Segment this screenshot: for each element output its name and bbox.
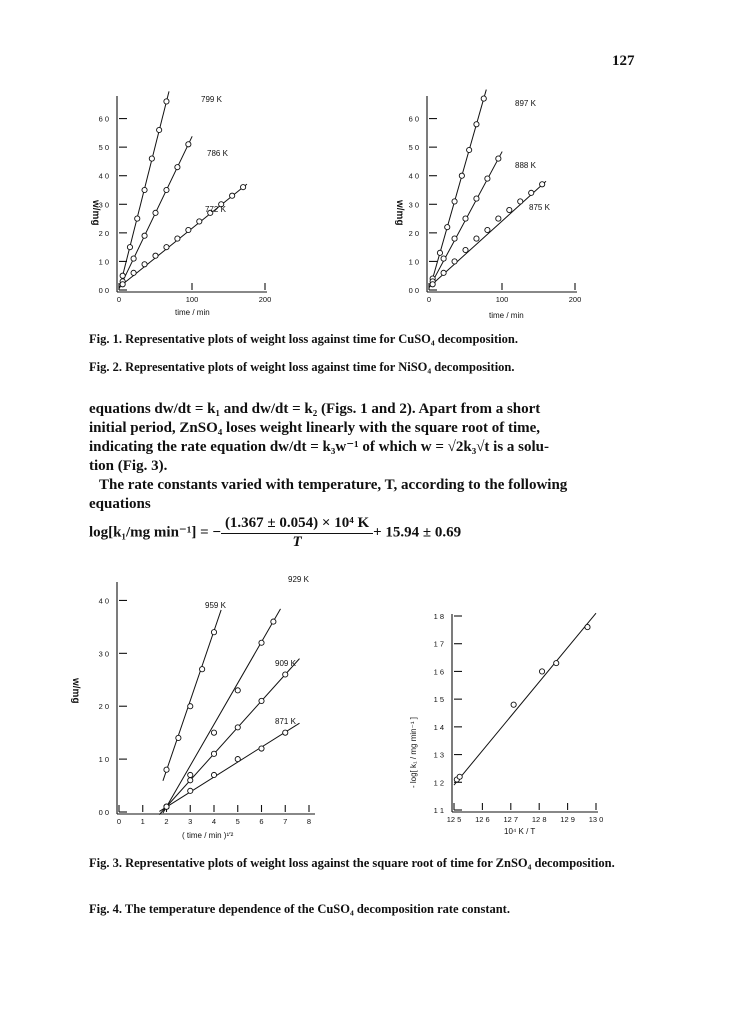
fig1-data-point bbox=[186, 142, 191, 147]
fig1-data-point bbox=[230, 193, 235, 198]
fig3-ytick-label: 0 0 bbox=[98, 808, 109, 817]
fig2-data-point bbox=[485, 176, 490, 181]
fig2-ytick-label: 6 0 bbox=[408, 114, 419, 124]
fig2-chart bbox=[365, 82, 605, 327]
fig4-chart bbox=[400, 598, 620, 848]
fig1-data-point bbox=[149, 156, 154, 161]
equation-numerator: (1.367 ± 0.054) × 10⁴ K bbox=[221, 515, 373, 534]
fig4-caption: Fig. 4. The temperature dependence of the CuSO₄ decomposition rate constant. bbox=[89, 902, 510, 916]
fig4-xtick-label: 12 9 bbox=[560, 815, 575, 824]
fig3-ytick-label: 3 0 bbox=[98, 649, 109, 659]
fig3-label-959: 959 K bbox=[205, 601, 226, 610]
fig2-data-point bbox=[430, 282, 435, 287]
fig2-series-line-0 bbox=[430, 90, 486, 287]
fig4-xtick-label: 12 5 bbox=[446, 815, 462, 824]
equation-rhs: + 15.94 ± 0.69 bbox=[373, 524, 462, 541]
fig4-xtick-label: 12 6 bbox=[475, 815, 490, 824]
fig2-xlabel: time / min bbox=[489, 311, 524, 320]
fig1-ytick-label: 3 0 bbox=[98, 200, 109, 210]
fig4-ylabel: - log[ k₁ / mg min⁻¹ ] bbox=[409, 717, 418, 788]
fig1-data-point bbox=[157, 127, 162, 132]
fig2-data-point bbox=[507, 207, 512, 212]
fig2-xtick-label: 200 bbox=[568, 295, 582, 304]
page-number: 127 bbox=[612, 53, 635, 69]
fig1-data-point bbox=[153, 253, 158, 258]
fig2-data-point bbox=[441, 256, 446, 261]
fig1-chart bbox=[55, 82, 295, 327]
fig1-data-point bbox=[120, 282, 125, 287]
fig4-fit-line bbox=[454, 613, 596, 785]
fig3-xtick-label: 5 bbox=[235, 817, 240, 826]
fig3-ytick-label: 1 0 bbox=[98, 755, 109, 765]
fig1-series-line-2 bbox=[119, 184, 247, 287]
fig3-xtick-label: 1 bbox=[140, 817, 145, 826]
fig4-xtick-label: 12 8 bbox=[531, 815, 547, 824]
fig1-data-point bbox=[153, 210, 158, 215]
fig2-data-point bbox=[467, 147, 472, 152]
fig3-chart bbox=[55, 568, 345, 843]
fig1-ytick-label: 0 0 bbox=[98, 286, 109, 295]
fig3-label-871: 871 K bbox=[275, 717, 296, 726]
fig3-data-point bbox=[259, 746, 264, 751]
fig3-data-point bbox=[164, 767, 169, 772]
fig1-data-point bbox=[164, 245, 169, 250]
fig4-ytick-label: 1 1 bbox=[433, 806, 444, 815]
body-paragraph-2b bbox=[89, 495, 651, 514]
fig2-data-point bbox=[485, 227, 490, 232]
fig2-ytick-label: 2 0 bbox=[408, 228, 419, 238]
fig2-data-point bbox=[529, 190, 534, 195]
fig3-xtick-label: 7 bbox=[283, 817, 288, 826]
fig3-data-point bbox=[188, 704, 193, 709]
fig2-xtick-label: 0 bbox=[426, 295, 432, 304]
fig1-data-point bbox=[131, 256, 136, 261]
fig4-ytick-label: 1 3 bbox=[433, 750, 444, 760]
fig2-xtick-label: 100 bbox=[495, 295, 509, 304]
fig3-data-point bbox=[259, 640, 264, 645]
fig3-data-point bbox=[188, 788, 193, 793]
fig1-data-point bbox=[142, 233, 147, 238]
fig2-data-point bbox=[437, 250, 442, 255]
fig2-data-point bbox=[459, 173, 464, 178]
fig3-data-point bbox=[200, 667, 205, 672]
fig1-ytick-label: 6 0 bbox=[98, 114, 109, 124]
fig2-data-point bbox=[518, 199, 523, 204]
fig2-data-point bbox=[496, 156, 501, 161]
fig1-xtick-label: 200 bbox=[258, 295, 272, 304]
fig1-data-point bbox=[186, 227, 191, 232]
equation-lhs: log[k₁/mg min⁻¹] = − bbox=[89, 524, 221, 541]
fig1-data-point bbox=[175, 165, 180, 170]
fig2-data-point bbox=[452, 236, 457, 241]
body-paragraph-1 bbox=[89, 400, 651, 476]
fig4-data-point bbox=[539, 669, 544, 674]
fig3-xlabel: ( time / min )¹′² bbox=[182, 831, 234, 840]
para1-line3: indicating the rate equation dw/dt = k₃w⁻¹ of which w = √2k₃√t is a solu- bbox=[89, 439, 550, 455]
fig2-ytick-label: 4 0 bbox=[408, 171, 419, 181]
fig3-ylabel: w/mg bbox=[70, 678, 81, 704]
fig2-label-897: 897 K bbox=[515, 99, 536, 108]
fig1-caption: Fig. 1. Representative plots of weight loss against time for CuSO₄ decomposition. bbox=[89, 332, 518, 346]
fig2-data-point bbox=[463, 247, 468, 252]
fig3-xtick-label: 8 bbox=[306, 817, 312, 826]
fig3-series-line-1 bbox=[163, 609, 281, 813]
fig3-ytick-label: 4 0 bbox=[98, 596, 109, 606]
equation-fraction bbox=[221, 515, 373, 551]
body-paragraph-2 bbox=[89, 476, 651, 495]
fig2-data-point bbox=[452, 199, 457, 204]
fig2-data-point bbox=[540, 182, 545, 187]
fig1-data-point bbox=[175, 236, 180, 241]
fig1-ytick-label: 4 0 bbox=[98, 171, 109, 181]
para1-line4: tion (Fig. 3). bbox=[89, 458, 168, 474]
fig2-data-point bbox=[474, 122, 479, 127]
fig4-xtick-label: 13 0 bbox=[588, 815, 604, 824]
fig3-xtick-label: 4 bbox=[211, 817, 217, 826]
fig1-data-point bbox=[142, 187, 147, 192]
fig1-ytick-label: 2 0 bbox=[98, 228, 109, 238]
fig2-ytick-label: 3 0 bbox=[408, 200, 419, 210]
fig3-data-point bbox=[235, 688, 240, 693]
fig1-data-point bbox=[120, 273, 125, 278]
fig2-data-point bbox=[441, 270, 446, 275]
fig2-data-point bbox=[481, 96, 486, 101]
para2-line2: equations bbox=[89, 496, 151, 512]
fig3-data-point bbox=[211, 751, 216, 756]
rate-equation bbox=[89, 515, 461, 551]
fig2-data-point bbox=[496, 216, 501, 221]
fig4-data-point bbox=[585, 624, 590, 629]
fig1-ytick-label: 5 0 bbox=[98, 143, 109, 153]
fig1-xtick-label: 0 bbox=[116, 295, 122, 304]
fig3-xtick-label: 6 bbox=[259, 817, 264, 826]
fig2-ytick-label: 0 0 bbox=[408, 286, 419, 295]
fig4-ytick-label: 1 8 bbox=[433, 612, 444, 621]
fig3-label-909: 909 K bbox=[275, 659, 296, 668]
fig2-data-point bbox=[474, 236, 479, 241]
fig4-data-point bbox=[511, 702, 516, 707]
fig4-xlabel: 10⁴ K / T bbox=[504, 827, 536, 836]
fig3-data-point bbox=[188, 778, 193, 783]
fig2-ytick-label: 5 0 bbox=[408, 143, 419, 153]
fig2-label-875: 875 K bbox=[529, 203, 550, 212]
fig1-label-772: 772 K bbox=[205, 205, 226, 214]
fig4-ytick-label: 1 4 bbox=[433, 722, 444, 732]
fig4-ytick-label: 1 7 bbox=[433, 639, 444, 649]
equation-denominator: T bbox=[292, 534, 302, 550]
fig3-data-point bbox=[235, 757, 240, 762]
fig1-data-point bbox=[197, 219, 202, 224]
para1-line2: initial period, ZnSO₄ loses weight linearly with the square root of time, bbox=[89, 420, 541, 436]
fig3-xtick-label: 3 bbox=[188, 817, 193, 826]
fig1-data-point bbox=[127, 245, 132, 250]
fig3-data-point bbox=[283, 730, 288, 735]
fig2-data-point bbox=[445, 225, 450, 230]
fig1-data-point bbox=[131, 270, 136, 275]
fig2-ylabel: w/mg bbox=[394, 200, 405, 226]
fig4-data-point bbox=[554, 661, 559, 666]
fig1-ylabel: w/mg bbox=[90, 200, 101, 226]
fig2-label-888: 888 K bbox=[515, 161, 536, 170]
fig1-data-point bbox=[164, 99, 169, 104]
fig1-ytick-label: 1 0 bbox=[98, 257, 109, 267]
para1-line1: equations dw/dt = k₁ and dw/dt = k₂ (Figs. 1 and 2). Apart from a short bbox=[89, 401, 541, 417]
fig4-ytick-label: 1 5 bbox=[433, 695, 444, 705]
fig1-data-point bbox=[135, 216, 140, 221]
fig3-data-point bbox=[176, 735, 181, 740]
fig2-ytick-label: 1 0 bbox=[408, 257, 419, 267]
fig4-data-point bbox=[457, 774, 462, 779]
fig3-label-929: 929 K bbox=[288, 575, 309, 584]
fig3-data-point bbox=[164, 804, 169, 809]
fig1-label-786: 786 K bbox=[207, 149, 228, 158]
fig2-data-point bbox=[463, 216, 468, 221]
fig3-data-point bbox=[211, 630, 216, 635]
fig3-data-point bbox=[211, 772, 216, 777]
fig3-xtick-label: 2 bbox=[164, 817, 169, 826]
fig1-xtick-label: 100 bbox=[185, 295, 199, 304]
fig2-data-point bbox=[474, 196, 479, 201]
fig3-data-point bbox=[211, 730, 216, 735]
fig3-data-point bbox=[283, 672, 288, 677]
fig4-xtick-label: 12 7 bbox=[503, 815, 519, 824]
fig1-data-point bbox=[142, 262, 147, 267]
fig1-label-799: 799 K bbox=[201, 95, 222, 104]
fig4-ytick-label: 1 2 bbox=[433, 778, 444, 788]
fig3-data-point bbox=[188, 772, 193, 777]
fig3-data-point bbox=[259, 698, 264, 703]
fig2-caption: Fig. 2. Representative plots of weight loss against time for NiSO₄ decomposition. bbox=[89, 360, 515, 374]
fig3-data-point bbox=[235, 725, 240, 730]
fig2-series-line-2 bbox=[429, 181, 546, 287]
fig2-data-point bbox=[452, 259, 457, 264]
fig3-data-point bbox=[271, 619, 276, 624]
para2-line1: The rate constants varied with temperature, T, according to the following bbox=[99, 477, 568, 493]
fig3-ytick-label: 2 0 bbox=[98, 702, 109, 712]
fig1-data-point bbox=[164, 187, 169, 192]
fig3-caption: Fig. 3. Representative plots of weight loss against the square root of time for ZnSO₄ decomposition. bbox=[89, 856, 615, 870]
fig4-ytick-label: 1 6 bbox=[433, 667, 444, 677]
fig3-xtick-label: 0 bbox=[116, 817, 122, 826]
fig1-data-point bbox=[241, 185, 246, 190]
fig1-xlabel: time / min bbox=[175, 308, 210, 317]
